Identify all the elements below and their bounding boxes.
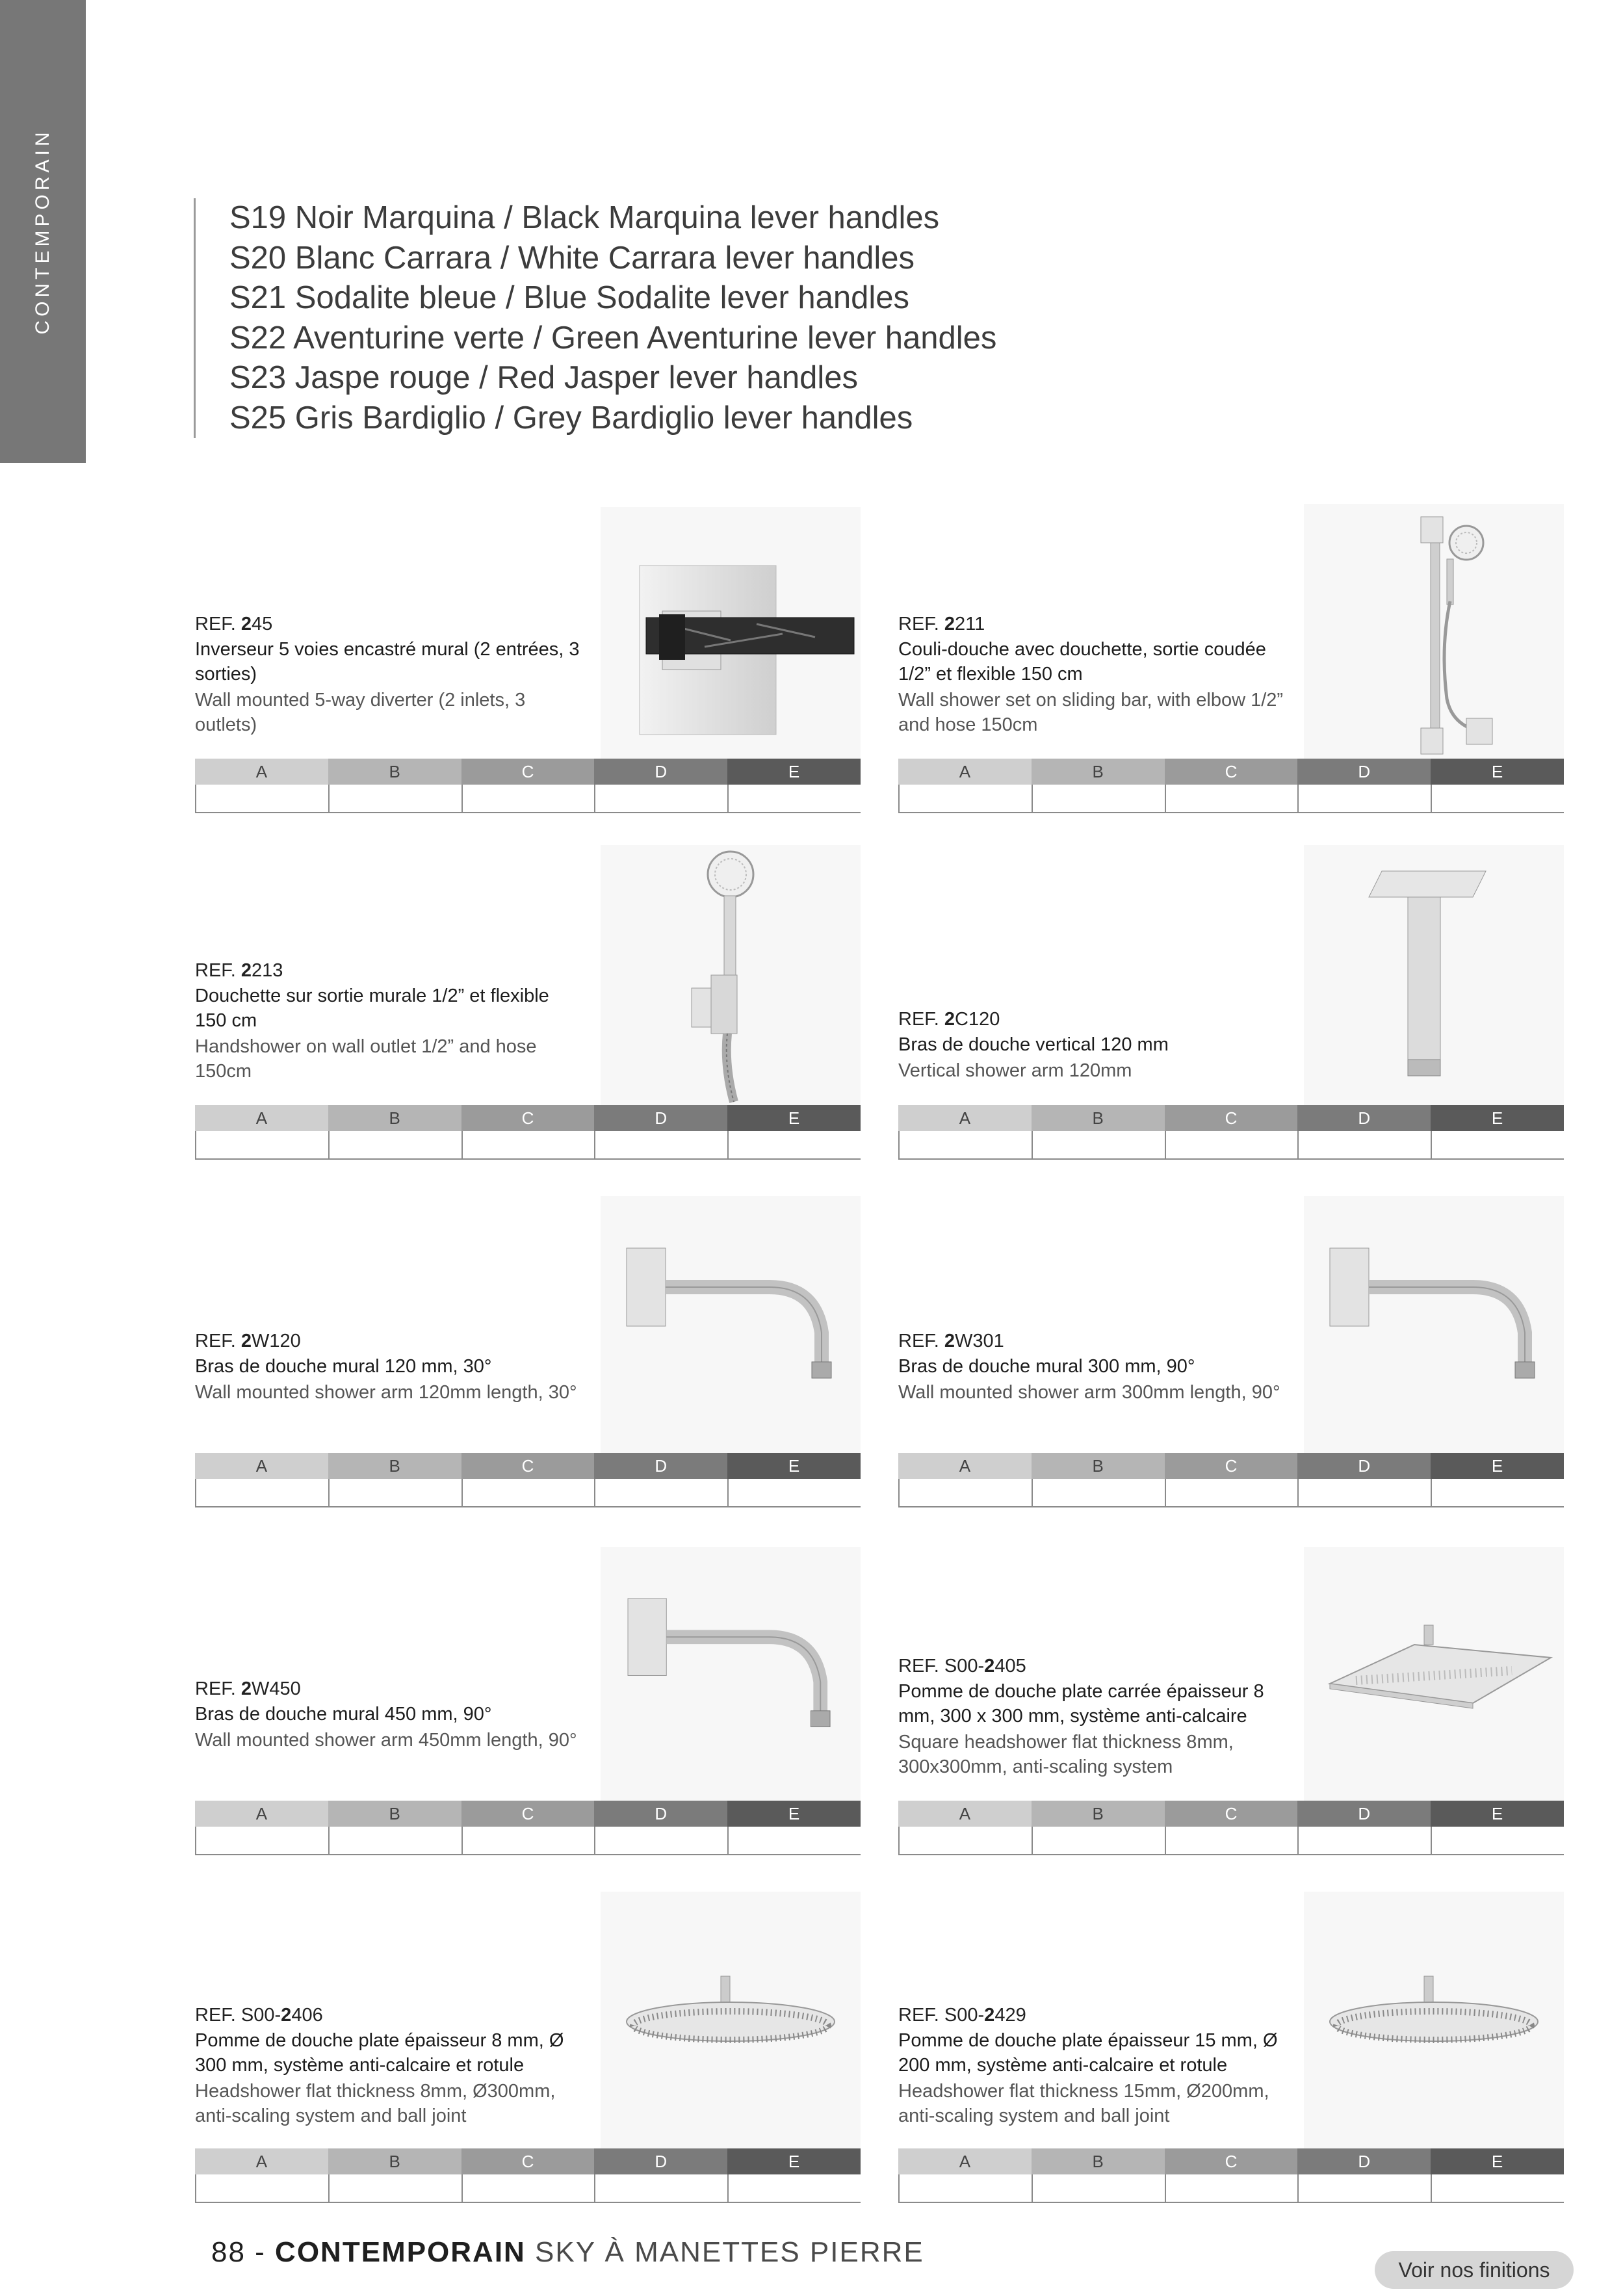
product-description-en: Square headshower flat thickness 8mm, 300x300mm, anti-scaling system xyxy=(898,1732,1234,1777)
finish-column-header: A xyxy=(195,759,328,785)
product-description-fr: Bras de douche vertical 120 mm xyxy=(898,1034,1169,1055)
finish-table-header xyxy=(898,2148,1564,2174)
product-description-en: Headshower flat thickness 8mm, Ø300mm, anti-scaling system and ball joint xyxy=(195,2081,556,2126)
product-description-en: Headshower flat thickness 15mm, Ø200mm, anti-scaling system and ball joint xyxy=(898,2081,1269,2126)
finish-column-header: E xyxy=(1431,1453,1564,1479)
finish-column-header: D xyxy=(1297,2148,1431,2174)
product-description-fr: Bras de douche mural 120 mm, 30° xyxy=(195,1356,492,1377)
finish-cell xyxy=(1297,2174,1431,2202)
finish-column-header: A xyxy=(195,1105,328,1131)
finish-item: S21 Sodalite bleue / Blue Sodalite lever handles xyxy=(229,280,910,315)
product-reference: REF. 2W301 xyxy=(898,1331,1004,1351)
finish-column-header: B xyxy=(328,1105,461,1131)
finish-column-header: A xyxy=(898,1105,1032,1131)
product-description-en: Wall shower set on sliding bar, with elbow 1/2” and hose 150cm xyxy=(898,690,1284,735)
finish-column-header: E xyxy=(727,2148,861,2174)
product-description-en: Vertical shower arm 120mm xyxy=(898,1060,1132,1081)
finish-column-header: A xyxy=(195,1453,328,1479)
finish-column-header: B xyxy=(1032,759,1165,785)
product-description-en: Wall mounted shower arm 300mm length, 90° xyxy=(898,1382,1280,1403)
section-side-tab xyxy=(0,0,86,463)
finish-column-header: D xyxy=(594,1453,727,1479)
finish-item: S19 Noir Marquina / Black Marquina lever handles xyxy=(229,200,940,235)
finish-column-header: C xyxy=(461,1105,595,1131)
product-text xyxy=(195,2002,585,2128)
finish-column-header: C xyxy=(461,759,595,785)
finish-column-header: E xyxy=(727,759,861,785)
finish-column-header: C xyxy=(1165,1453,1298,1479)
finish-item: S20 Blanc Carrara / White Carrara lever handles xyxy=(229,240,915,276)
finish-table xyxy=(898,2148,1564,2202)
product-description-en: Handshower on wall outlet 1/2” and hose 150cm xyxy=(195,1036,537,1082)
finish-column-header: B xyxy=(1032,1105,1165,1131)
page-footer xyxy=(211,2236,924,2269)
finish-column-header: C xyxy=(1165,1801,1298,1827)
product-reference: REF. S00-2429 xyxy=(898,2005,1026,2026)
finish-table xyxy=(195,2148,861,2202)
finish-cell xyxy=(594,2174,727,2202)
finish-cell xyxy=(195,2174,328,2202)
finish-column-header: E xyxy=(1431,1105,1564,1131)
round-headshower-icon xyxy=(1304,1892,1564,2152)
finish-column-header: E xyxy=(727,1105,861,1131)
finish-column-header: A xyxy=(898,1453,1032,1479)
product-reference: REF. 245 xyxy=(195,614,273,634)
finish-column-header: E xyxy=(727,1453,861,1479)
product-card xyxy=(195,0,861,2296)
product-reference: REF. S00-2406 xyxy=(195,2005,323,2026)
finish-column-header: C xyxy=(461,1801,595,1827)
product-description-en: Wall mounted shower arm 120mm length, 30° xyxy=(195,1382,577,1403)
product-reference: REF. 2213 xyxy=(195,960,283,981)
finish-item: S23 Jaspe rouge / Red Jasper lever handles xyxy=(229,360,858,395)
product-description-fr: Inverseur 5 voies encastré mural (2 entrées, 3 sorties) xyxy=(195,639,580,685)
round-headshower-icon xyxy=(601,1892,861,2152)
finish-column-header: B xyxy=(328,1801,461,1827)
finish-column-header: C xyxy=(1165,759,1298,785)
finish-column-header: C xyxy=(461,2148,595,2174)
product-card xyxy=(898,0,1564,2296)
finish-cell xyxy=(898,2174,1032,2202)
finish-column-header: E xyxy=(1431,2148,1564,2174)
product-description-en: Wall mounted shower arm 450mm length, 90° xyxy=(195,1730,577,1751)
finish-cell xyxy=(1165,2174,1298,2202)
product-reference: REF. 2211 xyxy=(898,614,985,634)
finish-cell xyxy=(461,2174,595,2202)
finish-cell xyxy=(1032,2174,1165,2202)
finish-cell xyxy=(1431,2174,1564,2202)
product-description-en: Wall mounted 5-way diverter (2 inlets, 3 outlets) xyxy=(195,690,526,735)
finish-column-header: A xyxy=(898,759,1032,785)
finish-column-header: D xyxy=(594,2148,727,2174)
finish-column-header: B xyxy=(328,759,461,785)
finish-column-header: D xyxy=(594,759,727,785)
finish-column-header: D xyxy=(594,1801,727,1827)
product-reference: REF. 2W450 xyxy=(195,1678,301,1699)
finish-table-row xyxy=(195,2174,861,2203)
product-description-fr: Pomme de douche plate épaisseur 15 mm, Ø 200 mm, système anti-calcaire et rotule xyxy=(898,2030,1278,2076)
finish-cell xyxy=(727,2174,861,2202)
finish-column-header: D xyxy=(1297,1801,1431,1827)
product-description-fr: Bras de douche mural 300 mm, 90° xyxy=(898,1356,1195,1377)
page-number: 88 - xyxy=(211,2236,276,2268)
product-description-fr: Bras de douche mural 450 mm, 90° xyxy=(195,1704,492,1725)
finish-cell xyxy=(328,2174,461,2202)
product-description-fr: Pomme de douche plate épaisseur 8 mm, Ø 300 mm, système anti-calcaire et rotule xyxy=(195,2030,564,2076)
product-description-fr: Pomme de douche plate carrée épaisseur 8 mm, 300 x 300 mm, système anti-calcaire xyxy=(898,1681,1264,1727)
finish-column-header: B xyxy=(1032,2148,1165,2174)
product-text xyxy=(898,2002,1288,2128)
finish-column-header: E xyxy=(1431,1801,1564,1827)
finish-item: S25 Gris Bardiglio / Grey Bardiglio lever handles xyxy=(229,400,913,436)
product-reference: REF. 2W120 xyxy=(195,1331,301,1351)
finish-column-header: C xyxy=(461,1453,595,1479)
finish-column-header: B xyxy=(1032,1453,1165,1479)
footer-collection: SKY À MANETTES PIERRE xyxy=(525,2236,924,2268)
product-description-fr: Couli-douche avec douchette, sortie coudée 1/2” et flexible 150 cm xyxy=(898,639,1266,685)
finish-table-row xyxy=(898,2174,1564,2203)
finish-column-header: A xyxy=(195,2148,328,2174)
finish-column-header: D xyxy=(1297,1453,1431,1479)
product-reference: REF. S00-2405 xyxy=(898,1656,1026,1676)
finish-column-header: C xyxy=(1165,1105,1298,1131)
finish-item: S22 Aventurine verte / Green Aventurine lever handles xyxy=(229,320,997,356)
finish-column-header: A xyxy=(195,1801,328,1827)
finish-column-header: A xyxy=(898,1801,1032,1827)
finish-column-header: D xyxy=(1297,1105,1431,1131)
product-reference: REF. 2C120 xyxy=(898,1009,1000,1030)
product-description-fr: Douchette sur sortie murale 1/2” et flexible 150 cm xyxy=(195,985,549,1031)
finish-column-header: B xyxy=(328,2148,461,2174)
finish-column-header: E xyxy=(727,1801,861,1827)
finish-column-header: E xyxy=(1431,759,1564,785)
finish-column-header: D xyxy=(1297,759,1431,785)
finish-column-header: B xyxy=(1032,1801,1165,1827)
finish-column-header: A xyxy=(898,2148,1032,2174)
finish-column-header: B xyxy=(328,1453,461,1479)
finish-table-header xyxy=(195,2148,861,2174)
section-side-tab-label: CONTEMPORAIN xyxy=(32,128,53,335)
finish-column-header: C xyxy=(1165,2148,1298,2174)
footer-section: CONTEMPORAIN xyxy=(275,2236,526,2268)
finish-column-header: D xyxy=(594,1105,727,1131)
view-finishes-button[interactable]: Voir nos finitions xyxy=(1375,2251,1574,2289)
